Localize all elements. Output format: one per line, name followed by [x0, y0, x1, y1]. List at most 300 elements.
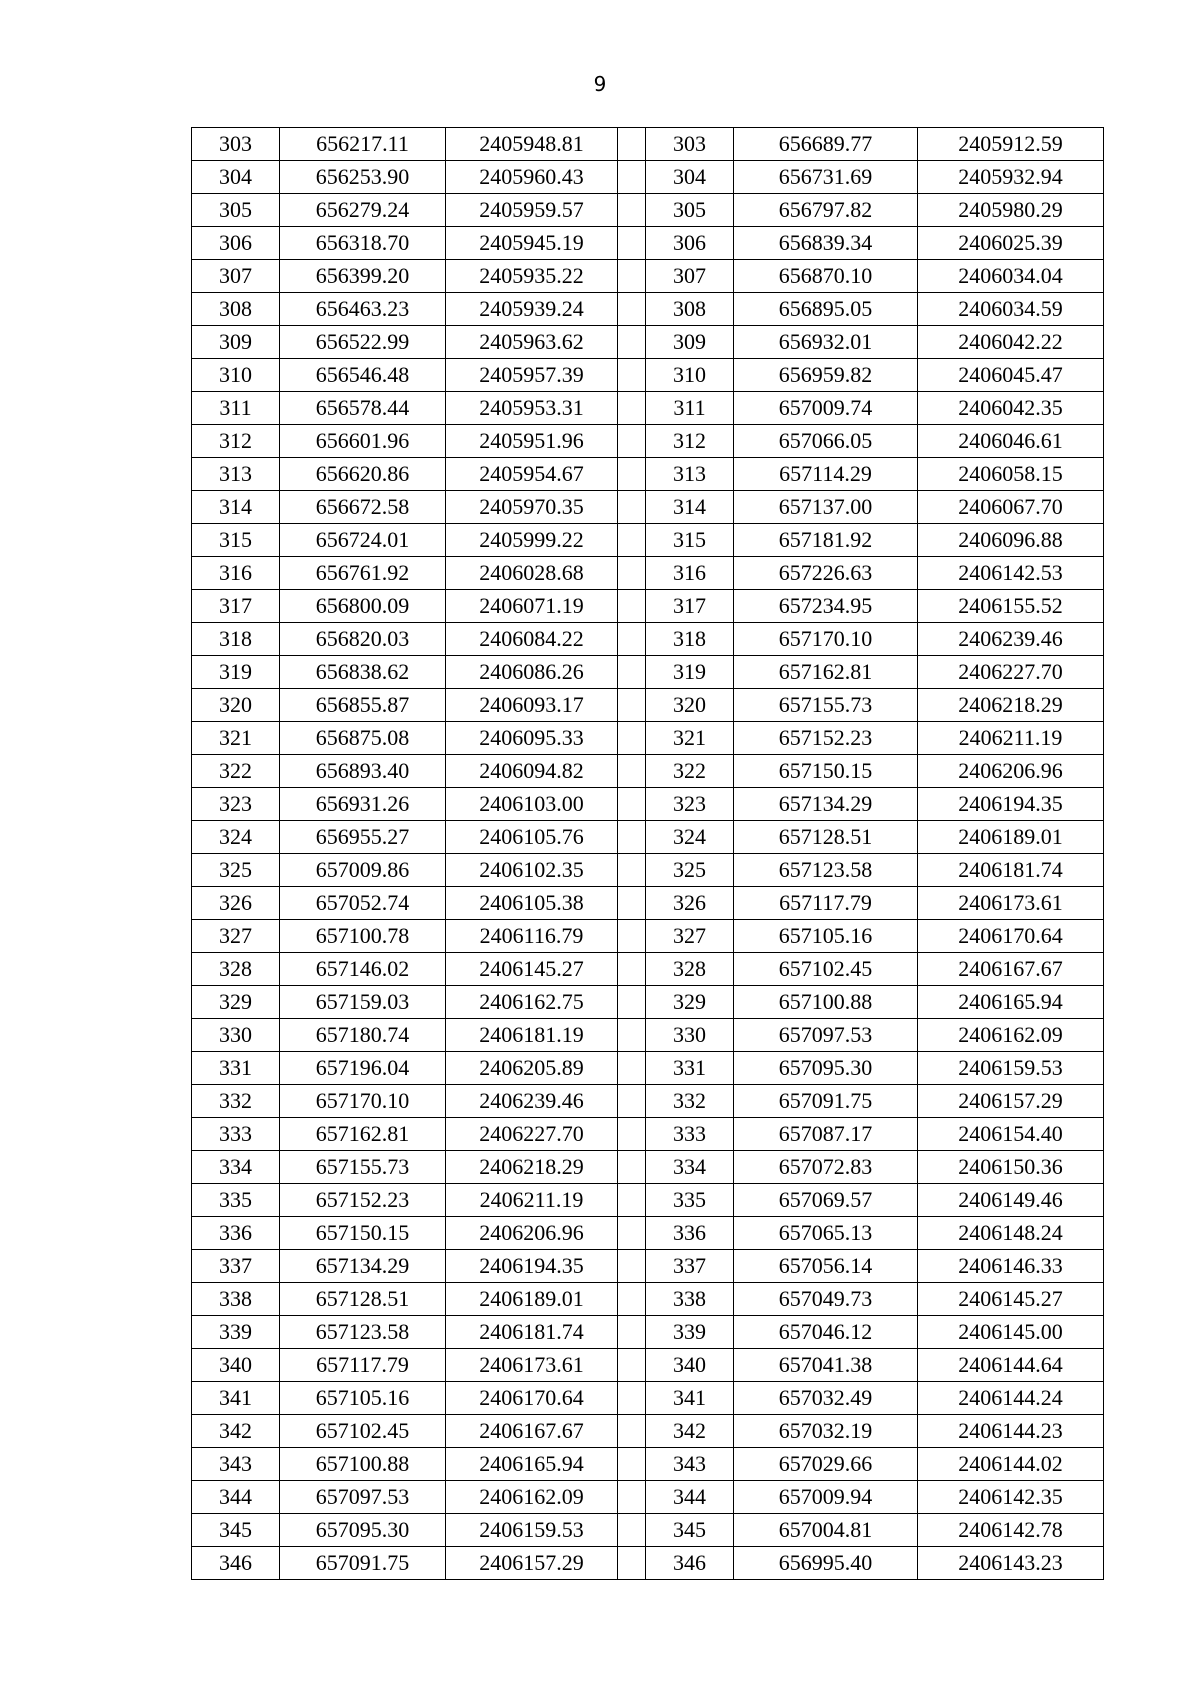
table-row — [192, 854, 1104, 887]
left-x-cell: 657102.45 — [280, 1415, 446, 1448]
right-x-cell: 657046.12 — [734, 1316, 918, 1349]
left-x-cell: 657162.81 — [280, 1118, 446, 1151]
table-row — [192, 1448, 1104, 1481]
right-x-cell: 657226.63 — [734, 557, 918, 590]
right-point-id-cell: 315 — [646, 524, 734, 557]
spacer-cell — [618, 128, 646, 161]
right-point-id-cell: 343 — [646, 1448, 734, 1481]
left-y-cell: 2406173.61 — [446, 1349, 618, 1382]
right-x-cell: 657087.17 — [734, 1118, 918, 1151]
spacer-cell — [618, 1019, 646, 1052]
left-x-cell: 657146.02 — [280, 953, 446, 986]
right-point-id-cell: 305 — [646, 194, 734, 227]
right-y-cell: 2406042.35 — [918, 392, 1104, 425]
left-y-cell: 2405999.22 — [446, 524, 618, 557]
left-point-id-cell: 322 — [192, 755, 280, 788]
right-point-id-cell: 337 — [646, 1250, 734, 1283]
table-row — [192, 788, 1104, 821]
left-y-cell: 2406181.19 — [446, 1019, 618, 1052]
spacer-cell — [618, 1184, 646, 1217]
right-x-cell: 656995.40 — [734, 1547, 918, 1580]
left-y-cell: 2405948.81 — [446, 128, 618, 161]
spacer-cell — [618, 194, 646, 227]
right-point-id-cell: 325 — [646, 854, 734, 887]
right-point-id-cell: 328 — [646, 953, 734, 986]
right-point-id-cell: 344 — [646, 1481, 734, 1514]
right-x-cell: 657009.74 — [734, 392, 918, 425]
right-point-id-cell: 326 — [646, 887, 734, 920]
right-x-cell: 657009.94 — [734, 1481, 918, 1514]
left-x-cell: 656463.23 — [280, 293, 446, 326]
left-y-cell: 2406239.46 — [446, 1085, 618, 1118]
right-y-cell: 2406159.53 — [918, 1052, 1104, 1085]
left-point-id-cell: 311 — [192, 392, 280, 425]
left-point-id-cell: 307 — [192, 260, 280, 293]
right-x-cell: 657029.66 — [734, 1448, 918, 1481]
right-y-cell: 2406167.67 — [918, 953, 1104, 986]
table-row — [192, 755, 1104, 788]
right-y-cell: 2406145.00 — [918, 1316, 1104, 1349]
right-y-cell: 2406042.22 — [918, 326, 1104, 359]
right-y-cell: 2406227.70 — [918, 656, 1104, 689]
right-x-cell: 657134.29 — [734, 788, 918, 821]
right-x-cell: 657069.57 — [734, 1184, 918, 1217]
left-y-cell: 2405963.62 — [446, 326, 618, 359]
left-y-cell: 2405970.35 — [446, 491, 618, 524]
right-y-cell: 2406145.27 — [918, 1283, 1104, 1316]
table-row — [192, 656, 1104, 689]
table-row — [192, 458, 1104, 491]
right-x-cell: 657049.73 — [734, 1283, 918, 1316]
left-point-id-cell: 321 — [192, 722, 280, 755]
table-row — [192, 425, 1104, 458]
right-y-cell: 2405912.59 — [918, 128, 1104, 161]
table-row — [192, 1118, 1104, 1151]
spacer-cell — [618, 854, 646, 887]
table-row — [192, 821, 1104, 854]
left-point-id-cell: 346 — [192, 1547, 280, 1580]
table-row — [192, 1283, 1104, 1316]
left-point-id-cell: 338 — [192, 1283, 280, 1316]
left-y-cell: 2406105.38 — [446, 887, 618, 920]
left-x-cell: 657052.74 — [280, 887, 446, 920]
left-point-id-cell: 326 — [192, 887, 280, 920]
right-y-cell: 2406144.02 — [918, 1448, 1104, 1481]
left-point-id-cell: 313 — [192, 458, 280, 491]
spacer-cell — [618, 359, 646, 392]
right-x-cell: 657170.10 — [734, 623, 918, 656]
left-point-id-cell: 342 — [192, 1415, 280, 1448]
left-x-cell: 656855.87 — [280, 689, 446, 722]
right-point-id-cell: 316 — [646, 557, 734, 590]
left-point-id-cell: 305 — [192, 194, 280, 227]
right-x-cell: 657095.30 — [734, 1052, 918, 1085]
spacer-cell — [618, 392, 646, 425]
right-x-cell: 657102.45 — [734, 953, 918, 986]
spacer-cell — [618, 1514, 646, 1547]
spacer-cell — [618, 1349, 646, 1382]
left-x-cell: 656253.90 — [280, 161, 446, 194]
table-row — [192, 161, 1104, 194]
left-x-cell: 657134.29 — [280, 1250, 446, 1283]
left-x-cell: 657170.10 — [280, 1085, 446, 1118]
right-y-cell: 2406155.52 — [918, 590, 1104, 623]
right-point-id-cell: 324 — [646, 821, 734, 854]
table-row — [192, 392, 1104, 425]
right-y-cell: 2406206.96 — [918, 755, 1104, 788]
spacer-cell — [618, 293, 646, 326]
right-y-cell: 2406025.39 — [918, 227, 1104, 260]
table-row — [192, 986, 1104, 1019]
table-row — [192, 1217, 1104, 1250]
left-x-cell: 656522.99 — [280, 326, 446, 359]
right-x-cell: 657150.15 — [734, 755, 918, 788]
right-x-cell: 657105.16 — [734, 920, 918, 953]
right-y-cell: 2406173.61 — [918, 887, 1104, 920]
left-y-cell: 2406194.35 — [446, 1250, 618, 1283]
left-y-cell: 2406102.35 — [446, 854, 618, 887]
spacer-cell — [618, 425, 646, 458]
left-y-cell: 2405939.24 — [446, 293, 618, 326]
left-point-id-cell: 334 — [192, 1151, 280, 1184]
table-row — [192, 953, 1104, 986]
right-point-id-cell: 303 — [646, 128, 734, 161]
right-x-cell: 657072.83 — [734, 1151, 918, 1184]
right-point-id-cell: 310 — [646, 359, 734, 392]
right-point-id-cell: 311 — [646, 392, 734, 425]
table-row — [192, 689, 1104, 722]
left-x-cell: 656838.62 — [280, 656, 446, 689]
left-x-cell: 656546.48 — [280, 359, 446, 392]
table-row — [192, 326, 1104, 359]
table-row — [192, 293, 1104, 326]
spacer-cell — [618, 1547, 646, 1580]
right-y-cell: 2406148.24 — [918, 1217, 1104, 1250]
right-y-cell: 2406189.01 — [918, 821, 1104, 854]
spacer-cell — [618, 491, 646, 524]
spacer-cell — [618, 920, 646, 953]
spacer-cell — [618, 1283, 646, 1316]
table-row — [192, 359, 1104, 392]
right-point-id-cell: 314 — [646, 491, 734, 524]
right-point-id-cell: 342 — [646, 1415, 734, 1448]
table-row — [192, 1052, 1104, 1085]
right-point-id-cell: 318 — [646, 623, 734, 656]
right-x-cell: 657152.23 — [734, 722, 918, 755]
left-point-id-cell: 337 — [192, 1250, 280, 1283]
right-x-cell: 657137.00 — [734, 491, 918, 524]
left-y-cell: 2405954.67 — [446, 458, 618, 491]
right-x-cell: 657234.95 — [734, 590, 918, 623]
left-point-id-cell: 319 — [192, 656, 280, 689]
left-y-cell: 2405935.22 — [446, 260, 618, 293]
right-point-id-cell: 330 — [646, 1019, 734, 1052]
table-row — [192, 722, 1104, 755]
table-row — [192, 623, 1104, 656]
left-x-cell: 657128.51 — [280, 1283, 446, 1316]
right-x-cell: 657123.58 — [734, 854, 918, 887]
right-x-cell: 656932.01 — [734, 326, 918, 359]
right-x-cell: 657056.14 — [734, 1250, 918, 1283]
left-point-id-cell: 316 — [192, 557, 280, 590]
left-point-id-cell: 312 — [192, 425, 280, 458]
left-y-cell: 2406116.79 — [446, 920, 618, 953]
left-point-id-cell: 330 — [192, 1019, 280, 1052]
left-point-id-cell: 317 — [192, 590, 280, 623]
left-point-id-cell: 340 — [192, 1349, 280, 1382]
spacer-cell — [618, 623, 646, 656]
left-y-cell: 2406227.70 — [446, 1118, 618, 1151]
left-y-cell: 2406157.29 — [446, 1547, 618, 1580]
spacer-cell — [618, 788, 646, 821]
right-point-id-cell: 322 — [646, 755, 734, 788]
left-y-cell: 2405960.43 — [446, 161, 618, 194]
left-x-cell: 656955.27 — [280, 821, 446, 854]
spacer-cell — [618, 1085, 646, 1118]
left-point-id-cell: 333 — [192, 1118, 280, 1151]
right-y-cell: 2406150.36 — [918, 1151, 1104, 1184]
coordinates-table — [191, 127, 1104, 1580]
left-point-id-cell: 315 — [192, 524, 280, 557]
left-x-cell: 657117.79 — [280, 1349, 446, 1382]
right-point-id-cell: 308 — [646, 293, 734, 326]
right-x-cell: 656731.69 — [734, 161, 918, 194]
spacer-cell — [618, 524, 646, 557]
left-x-cell: 656279.24 — [280, 194, 446, 227]
left-y-cell: 2406205.89 — [446, 1052, 618, 1085]
spacer-cell — [618, 1415, 646, 1448]
right-y-cell: 2406157.29 — [918, 1085, 1104, 1118]
spacer-cell — [618, 161, 646, 194]
right-y-cell: 2406144.24 — [918, 1382, 1104, 1415]
right-point-id-cell: 312 — [646, 425, 734, 458]
left-y-cell: 2406218.29 — [446, 1151, 618, 1184]
left-point-id-cell: 325 — [192, 854, 280, 887]
right-x-cell: 657100.88 — [734, 986, 918, 1019]
left-point-id-cell: 314 — [192, 491, 280, 524]
right-x-cell: 657065.13 — [734, 1217, 918, 1250]
right-x-cell: 657066.05 — [734, 425, 918, 458]
right-y-cell: 2406034.59 — [918, 293, 1104, 326]
right-x-cell: 657041.38 — [734, 1349, 918, 1382]
table-row — [192, 1382, 1104, 1415]
left-x-cell: 657123.58 — [280, 1316, 446, 1349]
right-y-cell: 2406142.53 — [918, 557, 1104, 590]
left-x-cell: 657180.74 — [280, 1019, 446, 1052]
left-x-cell: 656875.08 — [280, 722, 446, 755]
table-row — [192, 557, 1104, 590]
left-point-id-cell: 327 — [192, 920, 280, 953]
right-point-id-cell: 320 — [646, 689, 734, 722]
left-y-cell: 2405953.31 — [446, 392, 618, 425]
right-y-cell: 2406144.23 — [918, 1415, 1104, 1448]
left-y-cell: 2406206.96 — [446, 1217, 618, 1250]
left-point-id-cell: 331 — [192, 1052, 280, 1085]
table-row — [192, 1184, 1104, 1217]
right-x-cell: 657032.19 — [734, 1415, 918, 1448]
left-x-cell: 657105.16 — [280, 1382, 446, 1415]
right-x-cell: 657181.92 — [734, 524, 918, 557]
spacer-cell — [618, 557, 646, 590]
right-x-cell: 656689.77 — [734, 128, 918, 161]
left-y-cell: 2406170.64 — [446, 1382, 618, 1415]
left-y-cell: 2406071.19 — [446, 590, 618, 623]
left-point-id-cell: 310 — [192, 359, 280, 392]
right-y-cell: 2406142.35 — [918, 1481, 1104, 1514]
right-y-cell: 2406142.78 — [918, 1514, 1104, 1547]
right-point-id-cell: 309 — [646, 326, 734, 359]
table-row — [192, 194, 1104, 227]
right-point-id-cell: 338 — [646, 1283, 734, 1316]
spacer-cell — [618, 722, 646, 755]
left-point-id-cell: 341 — [192, 1382, 280, 1415]
left-x-cell: 656217.11 — [280, 128, 446, 161]
spacer-cell — [618, 1316, 646, 1349]
right-y-cell: 2406096.88 — [918, 524, 1104, 557]
left-point-id-cell: 308 — [192, 293, 280, 326]
left-x-cell: 656820.03 — [280, 623, 446, 656]
table-row — [192, 1151, 1104, 1184]
left-y-cell: 2406103.00 — [446, 788, 618, 821]
left-y-cell: 2406189.01 — [446, 1283, 618, 1316]
table-row — [192, 1085, 1104, 1118]
right-x-cell: 656870.10 — [734, 260, 918, 293]
spacer-cell — [618, 590, 646, 623]
left-x-cell: 656724.01 — [280, 524, 446, 557]
left-y-cell: 2406105.76 — [446, 821, 618, 854]
left-point-id-cell: 343 — [192, 1448, 280, 1481]
right-x-cell: 657114.29 — [734, 458, 918, 491]
left-point-id-cell: 320 — [192, 689, 280, 722]
table-row — [192, 1349, 1104, 1382]
left-x-cell: 656761.92 — [280, 557, 446, 590]
left-x-cell: 657091.75 — [280, 1547, 446, 1580]
left-x-cell: 656672.58 — [280, 491, 446, 524]
left-point-id-cell: 318 — [192, 623, 280, 656]
right-y-cell: 2406046.61 — [918, 425, 1104, 458]
left-x-cell: 657100.78 — [280, 920, 446, 953]
right-point-id-cell: 313 — [646, 458, 734, 491]
right-point-id-cell: 333 — [646, 1118, 734, 1151]
left-point-id-cell: 329 — [192, 986, 280, 1019]
spacer-cell — [618, 1481, 646, 1514]
right-y-cell: 2406146.33 — [918, 1250, 1104, 1283]
left-y-cell: 2406093.17 — [446, 689, 618, 722]
right-point-id-cell: 306 — [646, 227, 734, 260]
spacer-cell — [618, 1217, 646, 1250]
left-y-cell: 2406028.68 — [446, 557, 618, 590]
right-x-cell: 656839.34 — [734, 227, 918, 260]
right-point-id-cell: 321 — [646, 722, 734, 755]
right-point-id-cell: 317 — [646, 590, 734, 623]
spacer-cell — [618, 986, 646, 1019]
spacer-cell — [618, 755, 646, 788]
right-y-cell: 2406194.35 — [918, 788, 1104, 821]
right-x-cell: 657097.53 — [734, 1019, 918, 1052]
right-x-cell: 656797.82 — [734, 194, 918, 227]
left-x-cell: 656399.20 — [280, 260, 446, 293]
right-x-cell: 656895.05 — [734, 293, 918, 326]
right-y-cell: 2406058.15 — [918, 458, 1104, 491]
left-point-id-cell: 303 — [192, 128, 280, 161]
right-x-cell: 657155.73 — [734, 689, 918, 722]
left-y-cell: 2405957.39 — [446, 359, 618, 392]
right-y-cell: 2406218.29 — [918, 689, 1104, 722]
right-point-id-cell: 307 — [646, 260, 734, 293]
table-row — [192, 1547, 1104, 1580]
table-row — [192, 227, 1104, 260]
left-y-cell: 2406094.82 — [446, 755, 618, 788]
left-point-id-cell: 309 — [192, 326, 280, 359]
left-x-cell: 657100.88 — [280, 1448, 446, 1481]
spacer-cell — [618, 689, 646, 722]
right-point-id-cell: 346 — [646, 1547, 734, 1580]
right-y-cell: 2406211.19 — [918, 722, 1104, 755]
right-y-cell: 2406067.70 — [918, 491, 1104, 524]
left-x-cell: 656318.70 — [280, 227, 446, 260]
left-x-cell: 656893.40 — [280, 755, 446, 788]
left-point-id-cell: 336 — [192, 1217, 280, 1250]
left-x-cell: 657095.30 — [280, 1514, 446, 1547]
right-y-cell: 2406170.64 — [918, 920, 1104, 953]
right-point-id-cell: 336 — [646, 1217, 734, 1250]
right-point-id-cell: 332 — [646, 1085, 734, 1118]
right-y-cell: 2405980.29 — [918, 194, 1104, 227]
right-y-cell: 2406143.23 — [918, 1547, 1104, 1580]
left-point-id-cell: 323 — [192, 788, 280, 821]
table-row — [192, 260, 1104, 293]
left-y-cell: 2405951.96 — [446, 425, 618, 458]
left-x-cell: 657159.03 — [280, 986, 446, 1019]
spacer-cell — [618, 953, 646, 986]
page-number: 9 — [593, 72, 607, 96]
table-row — [192, 887, 1104, 920]
spacer-cell — [618, 1250, 646, 1283]
left-y-cell: 2405959.57 — [446, 194, 618, 227]
left-y-cell: 2406095.33 — [446, 722, 618, 755]
left-point-id-cell: 332 — [192, 1085, 280, 1118]
right-x-cell: 657162.81 — [734, 656, 918, 689]
table-row — [192, 1514, 1104, 1547]
right-point-id-cell: 329 — [646, 986, 734, 1019]
left-point-id-cell: 306 — [192, 227, 280, 260]
right-x-cell: 657128.51 — [734, 821, 918, 854]
left-point-id-cell: 324 — [192, 821, 280, 854]
right-x-cell: 657091.75 — [734, 1085, 918, 1118]
left-y-cell: 2406159.53 — [446, 1514, 618, 1547]
spacer-cell — [618, 227, 646, 260]
right-point-id-cell: 319 — [646, 656, 734, 689]
table-row — [192, 1250, 1104, 1283]
left-y-cell: 2406086.26 — [446, 656, 618, 689]
spacer-cell — [618, 1382, 646, 1415]
table-row — [192, 1316, 1104, 1349]
left-point-id-cell: 344 — [192, 1481, 280, 1514]
right-y-cell: 2405932.94 — [918, 161, 1104, 194]
left-y-cell: 2406181.74 — [446, 1316, 618, 1349]
left-point-id-cell: 304 — [192, 161, 280, 194]
spacer-cell — [618, 458, 646, 491]
spacer-cell — [618, 326, 646, 359]
right-y-cell: 2406034.04 — [918, 260, 1104, 293]
table-row — [192, 128, 1104, 161]
right-x-cell: 657004.81 — [734, 1514, 918, 1547]
spacer-cell — [618, 260, 646, 293]
left-x-cell: 657155.73 — [280, 1151, 446, 1184]
left-x-cell: 656800.09 — [280, 590, 446, 623]
right-point-id-cell: 327 — [646, 920, 734, 953]
right-y-cell: 2406154.40 — [918, 1118, 1104, 1151]
